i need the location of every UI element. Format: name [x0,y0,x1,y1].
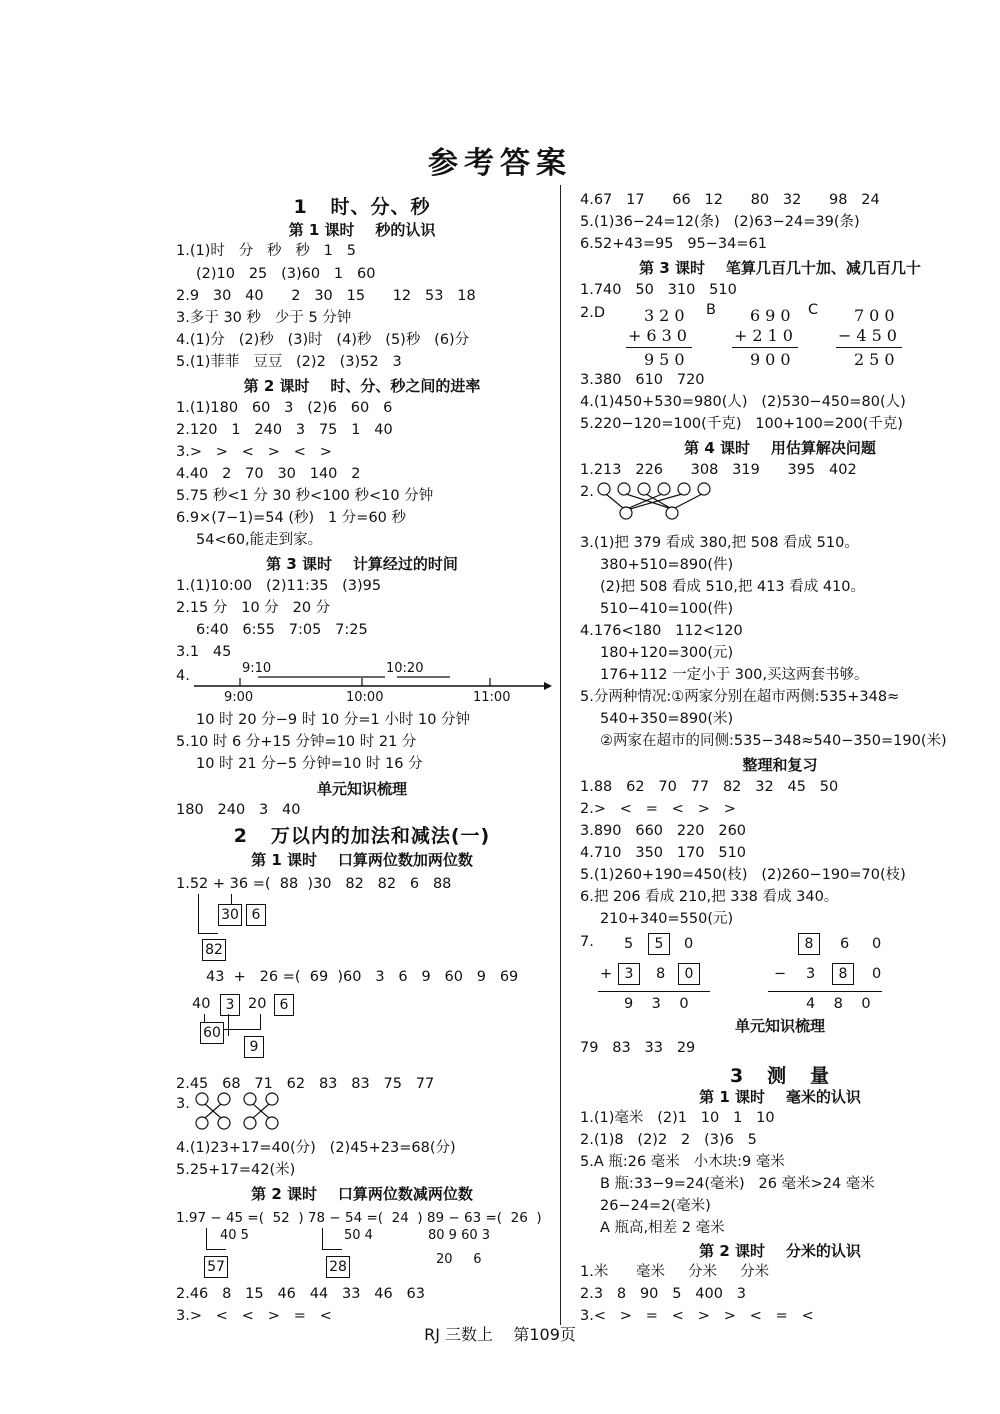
answer-box: 9 [244,1036,264,1058]
answer-box: 5 [648,933,670,955]
bracket-line [322,1228,323,1250]
answer-line: 176+112 一定小于 300,买这两套书够。 [600,667,869,683]
calc-digit: 0 [684,936,694,952]
page-title: 参考答案 [428,146,572,181]
answer-line: 2.45 68 71 62 83 83 75 77 [176,1076,435,1092]
calc-digits: 250 [854,350,900,369]
lesson-heading: 第 4 课时 用估算解决问题 [684,439,876,457]
timeline-label: 10:20 [386,661,424,676]
option-label: C [808,302,819,318]
question-number: 7. [580,934,594,950]
answer-line: 6:40 6:55 7:05 7:25 [196,622,368,638]
bracket-line [228,1014,229,1036]
answer-line: 26−24=2(毫米) [600,1198,711,1214]
split-number: 20 6 [436,1252,482,1267]
answer-line: 380+510=890(件) [600,557,734,573]
answer-line: 5.(1)260+190=450(枝) (2)260−190=70(枝) [580,867,906,883]
answer-line: 1.52 + 36 =( 88 )30 82 82 6 88 [176,876,452,892]
calc-digits: 900 [750,350,796,369]
split-number: 80 9 60 3 [428,1228,491,1243]
calc-digit: − [774,966,787,982]
matching-diagram [194,1093,284,1129]
lesson-heading: 第 1 课时 口算两位数加两位数 [251,851,473,869]
lesson-heading: 第 3 课时 笔算几百几十加、减几百几十 [639,259,921,277]
split-number: 40 5 [220,1228,249,1243]
answer-line: 210+340=550(元) [600,911,734,927]
answer-box: 82 [202,939,226,961]
calc-digit: 5 [624,936,634,952]
answer-box: 60 [200,1022,224,1044]
answer-line: 3.890 660 220 260 [580,823,747,839]
answer-line: 54<60,能走到家。 [196,532,323,548]
answer-line: 4.(1)23+17=40(分) (2)45+23=68(分) [176,1140,456,1156]
answer-line: 1.(1)180 60 3 (2)6 60 6 [176,400,393,416]
calc-digits: 690 [750,306,796,325]
review-heading: 单元知识梳理 [316,780,407,798]
answer-line: 5.(1)菲菲 豆豆 (2)2 (3)52 3 [176,354,402,370]
answer-line: 1.88 62 70 77 82 32 45 50 [580,779,839,795]
review-heading: 单元知识梳理 [734,1017,825,1035]
answer-line: 43 + 26 =( 69 )60 3 6 9 60 9 69 [206,969,519,985]
answer-line: 4.176<180 112<120 [580,623,743,639]
calc-line [836,347,902,348]
answer-line: 3.多于 30 秒 少于 5 分钟 [176,310,352,326]
calc-digits: 950 [644,350,690,369]
question-number: 4. [176,668,190,684]
calc-digit: 6 [840,936,850,952]
answer-line: (2)把 508 看成 510,把 413 看成 410。 [600,579,866,595]
answer-line: 2.> < = < > > [580,801,736,817]
calc-digit: 0 [872,936,882,952]
lesson-heading: 第 2 课时 口算两位数减两位数 [251,1185,473,1203]
answer-line: (2)10 25 (3)60 1 60 [196,266,376,282]
bracket-line [198,894,199,934]
answer-line: 6.52+43=95 95−34=61 [580,236,767,252]
answer-line: 2.46 8 15 46 44 33 46 63 [176,1286,426,1302]
answer-line: A 瓶高,相差 2 毫米 [600,1220,725,1236]
calc-digit: 4 8 0 [806,996,871,1012]
timeline-label: 11:00 [473,690,511,705]
calc-digit: 0 [872,966,882,982]
answer-line: 510−410=100(件) [600,601,734,617]
answer-line: 2.(1)8 (2)2 2 (3)6 5 [580,1132,757,1148]
answer-line: B 瓶:33−9=24(毫米) 26 毫米>24 毫米 [600,1176,875,1192]
split-number: 20 [248,996,267,1012]
answer-line: 1.米 毫米 分米 分米 [580,1264,770,1280]
question-number: 3. [176,1096,190,1112]
option-label: B [706,302,716,318]
answer-line: 4.(1)450+530=980(人) (2)530−450=80(人) [580,394,906,410]
calc-digits: +210 [734,326,798,345]
bracket-line [260,1014,261,1030]
calc-line [626,347,692,348]
answer-line: 180 240 3 40 [176,802,301,818]
answer-line: 1.(1)10:00 (2)11:35 (3)95 [176,578,382,594]
answer-line: 5.A 瓶:26 毫米 小木块:9 毫米 [580,1154,785,1170]
calc-line [598,991,710,992]
answer-line: 5.220−120=100(千克) 100+100=200(千克) [580,416,903,432]
calc-line [732,347,798,348]
answer-box: 6 [274,994,294,1016]
answer-line: 1.97 − 45 =( 52 ) 78 − 54 =( 24 ) 89 − 63 =( 26 ) [176,1210,542,1226]
calc-digits: +630 [628,326,692,345]
calc-line [768,991,882,992]
answer-line: 180+120=300(元) [600,645,734,661]
answer-line: 2.3 8 90 5 400 3 [580,1286,746,1302]
question-number: 2.D [580,305,605,321]
lesson-heading: 第 2 课时 分米的认识 [699,1242,861,1260]
lesson-heading: 第 3 课时 计算经过的时间 [266,555,458,573]
bracket-line [198,933,218,934]
answer-line: 1.740 50 310 510 [580,282,737,298]
answer-line: ②两家在超市的同侧:535−348≈540−350=190(米) [600,733,947,749]
matching-diagram [596,482,726,520]
calc-digit: 3 [806,966,816,982]
answer-line: 5.75 秒<1 分 30 秒<100 秒<10 分钟 [176,488,434,504]
answer-box: 6 [246,904,266,926]
answer-line: 10 时 20 分−9 时 10 分=1 小时 10 分钟 [196,712,471,728]
answer-line: 3.> > < > < > [176,444,332,460]
split-number: 40 [192,996,211,1012]
answer-line: 3.< > = < > > < = < [580,1308,814,1324]
answer-line: 1.(1)时 分 秒 秒 1 5 [176,243,356,259]
answer-line: 10 时 21 分−5 分钟=10 时 16 分 [196,756,423,772]
answer-line: 1.(1)毫米 (2)1 10 1 10 [580,1110,775,1126]
review-heading: 整理和复习 [742,756,818,774]
answer-line: 5.10 时 6 分+15 分钟=10 时 21 分 [176,734,417,750]
calc-digit: + [600,966,613,982]
lesson-heading: 第 1 课时 秒的认识 [288,221,436,239]
timeline-label: 9:10 [242,661,272,676]
unit-2-heading: 2 万以内的加法和减法(一) [233,825,491,847]
answer-line: 5.分两种情况:①两家分别在超市两侧:535+348≈ [580,689,900,705]
answer-line: 6.把 206 看成 210,把 338 看成 340。 [580,889,839,905]
unit-3-heading: 3 测 量 [730,1065,830,1087]
calc-digit: 9 3 0 [624,996,689,1012]
bracket-line [206,1249,226,1250]
answer-line: 3.> < < > = < [176,1308,332,1324]
lesson-heading: 第 1 课时 毫米的认识 [699,1088,861,1106]
unit-1-heading: 1 时、分、秒 [293,196,431,218]
answer-line: 4.710 350 170 510 [580,845,747,861]
answer-line: 5.25+17=42(米) [176,1162,296,1178]
answer-line: 3.(1)把 379 看成 380,把 508 看成 510。 [580,535,859,551]
timeline-label: 9:00 [224,690,254,705]
answer-line: 2.120 1 240 3 75 1 40 [176,422,393,438]
answer-line: 1.213 226 308 319 395 402 [580,462,857,478]
calc-digits: 700 [854,306,900,325]
calc-digits: −450 [838,326,902,345]
answer-box: 8 [798,933,820,955]
answer-line: 4.40 2 70 30 140 2 [176,466,361,482]
answer-line: 5.(1)36−24=12(条) (2)63−24=39(条) [580,214,860,230]
answer-line: 2.15 分 10 分 20 分 [176,600,331,616]
bracket-line [206,1228,207,1250]
answer-box: 0 [678,963,700,985]
answer-box: 3 [618,963,640,985]
lesson-heading: 第 2 课时 时、分、秒之间的进率 [243,377,481,395]
answer-line: 540+350=890(米) [600,711,734,727]
column-divider [560,185,561,1325]
answer-line: 6.9×(7−1)=54 (秒) 1 分=60 秒 [176,510,407,526]
answer-line: 4.(1)分 (2)秒 (3)时 (4)秒 (5)秒 (6)分 [176,332,470,348]
timeline-label: 10:00 [346,690,384,705]
answer-line: 3.380 610 720 [580,372,705,388]
answer-box: 30 [218,904,242,926]
bracket-line [322,1249,342,1250]
split-number: 50 4 [344,1228,373,1243]
answer-box: 3 [220,994,240,1016]
timeline-diagram [192,672,552,692]
answer-line: 3.1 45 [176,644,232,660]
answer-box: 57 [204,1256,228,1278]
answer-line: 79 83 33 29 [580,1040,696,1056]
page-footer: RJ 三数上 第109页 [424,1325,576,1344]
answer-line: 2.9 30 40 2 30 15 12 53 18 [176,288,476,304]
calc-digits: 320 [644,306,690,325]
answer-line: 4.67 17 66 12 80 32 98 24 [580,192,880,208]
calc-digit: 8 [656,966,666,982]
answer-box: 8 [832,963,854,985]
question-number: 2. [580,484,594,500]
answer-box: 28 [326,1256,350,1278]
